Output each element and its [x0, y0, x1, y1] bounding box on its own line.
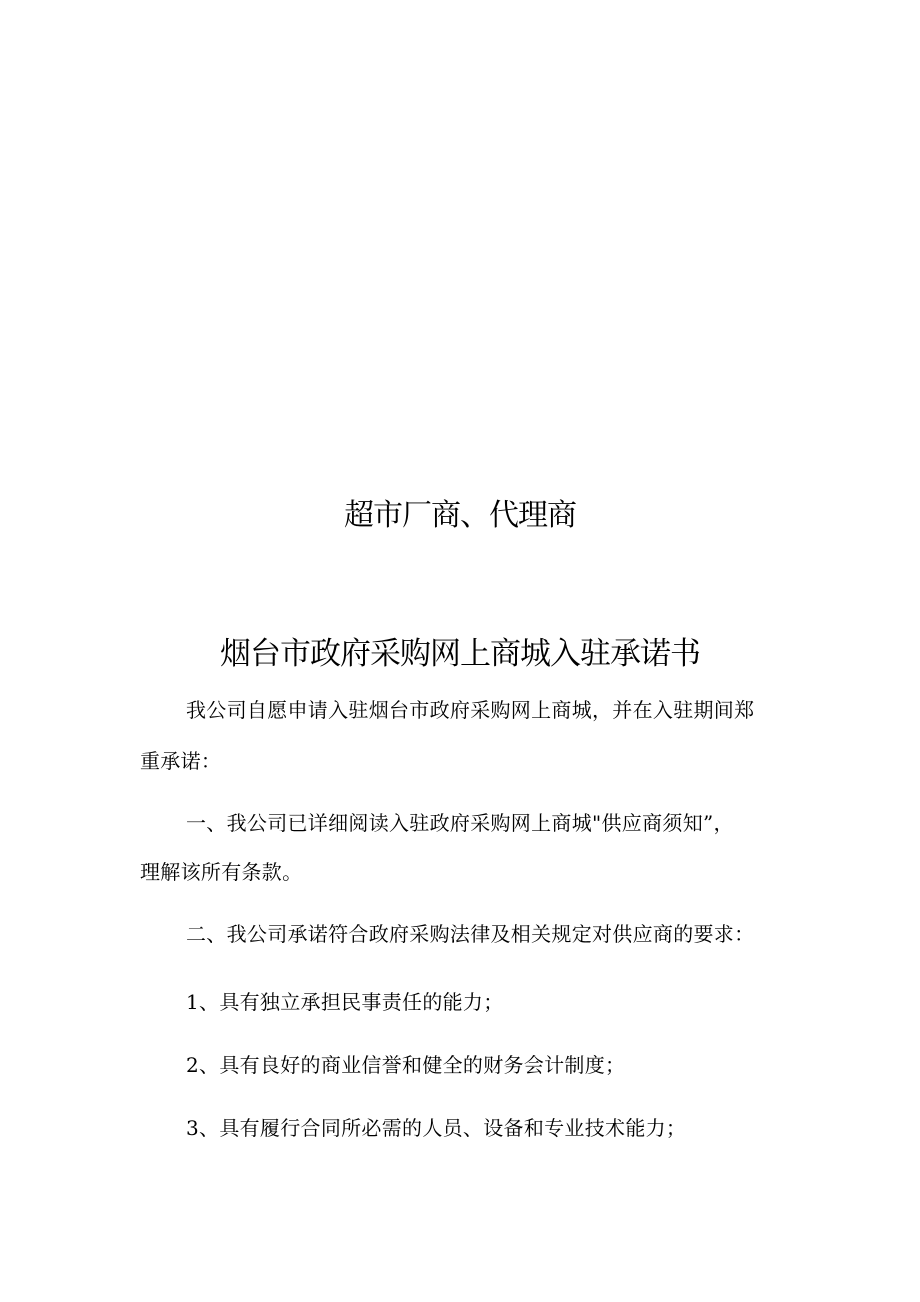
list-item: 2、具有良好的商业信誉和健全的财务会计制度；	[186, 1053, 626, 1077]
clause-one-line-1: 一、我公司已详细阅读入驻政府采购网上商城"供应商须知”，	[186, 811, 734, 835]
intro-line-1: 我公司自愿申请入驻烟台市政府采购网上商城，并在入驻期间郑	[186, 698, 755, 722]
document-subtitle: 超市厂商、代理商	[344, 498, 576, 533]
clause-two-line-1: 二、我公司承诺符合政府采购法律及相关规定对供应商的要求：	[186, 922, 755, 946]
intro-line-2: 重承诺：	[140, 749, 222, 773]
document-title: 烟台市政府采购网上商城入驻承诺书	[220, 636, 700, 672]
list-item: 1、具有独立承担民事责任的能力；	[186, 990, 504, 1014]
clause-one-line-2: 理解该所有条款。	[140, 860, 303, 884]
list-item: 3、具有履行合同所必需的人员、设备和专业技术能力；	[186, 1116, 687, 1140]
